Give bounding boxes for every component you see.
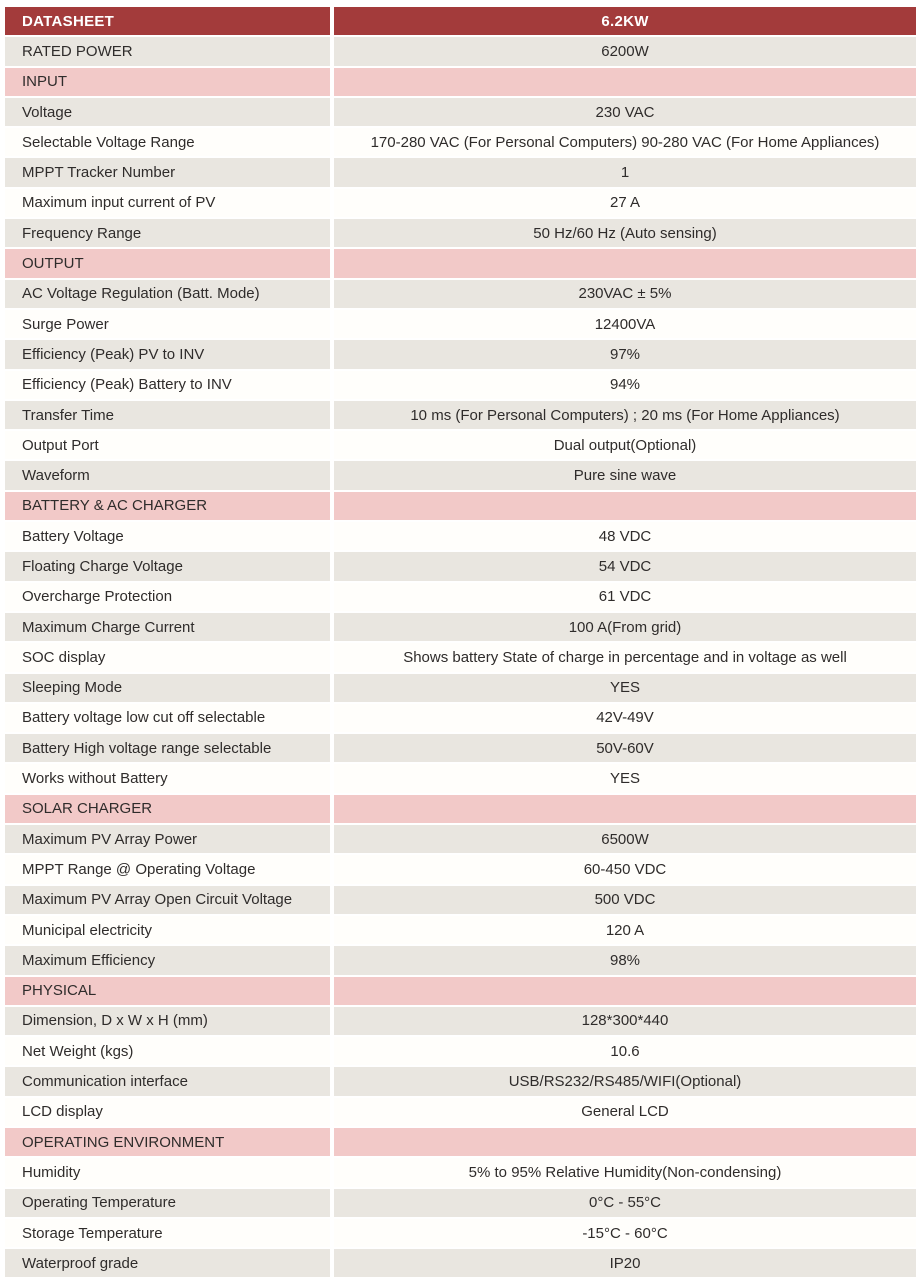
section-empty-cell	[334, 795, 916, 823]
section-header-row	[5, 977, 916, 1005]
spec-label: Frequency Range	[5, 219, 330, 247]
spec-row	[5, 643, 916, 671]
spec-label: RATED POWER	[5, 37, 330, 65]
spec-row	[5, 1158, 916, 1186]
spec-label: Storage Temperature	[5, 1219, 330, 1247]
spec-value: YES	[334, 764, 916, 792]
spec-value: 500 VDC	[334, 886, 916, 914]
spec-row	[5, 886, 916, 914]
spec-value: 48 VDC	[334, 522, 916, 550]
spec-value: 5% to 95% Relative Humidity(Non-condensing)	[334, 1158, 916, 1186]
spec-value: 230 VAC	[334, 98, 916, 126]
spec-value: 50V-60V	[334, 734, 916, 762]
spec-row	[5, 734, 916, 762]
spec-value: 54 VDC	[334, 552, 916, 580]
spec-row	[5, 674, 916, 702]
spec-label: Maximum input current of PV	[5, 189, 330, 217]
section-empty-cell	[334, 249, 916, 277]
spec-label: Maximum Efficiency	[5, 946, 330, 974]
spec-value: Dual output(Optional)	[334, 431, 916, 459]
spec-row	[5, 946, 916, 974]
table-header-row	[5, 7, 916, 35]
spec-value: 50 Hz/60 Hz (Auto sensing)	[334, 219, 916, 247]
spec-label: Sleeping Mode	[5, 674, 330, 702]
spec-row	[5, 1007, 916, 1035]
header-datasheet-label: DATASHEET	[5, 7, 330, 35]
spec-value: 6500W	[334, 825, 916, 853]
spec-row	[5, 431, 916, 459]
section-empty-cell	[334, 492, 916, 520]
spec-row	[5, 522, 916, 550]
section-empty-cell	[334, 1128, 916, 1156]
section-empty-cell	[334, 977, 916, 1005]
spec-value: 61 VDC	[334, 583, 916, 611]
spec-label: SOC display	[5, 643, 330, 671]
section-title: INPUT	[5, 68, 330, 96]
spec-value: Shows battery State of charge in percentage and in voltage as well	[334, 643, 916, 671]
spec-row	[5, 1249, 916, 1277]
spec-row	[5, 825, 916, 853]
spec-row	[5, 583, 916, 611]
spec-value: 10.6	[334, 1037, 916, 1065]
spec-label: Municipal electricity	[5, 916, 330, 944]
spec-label: Operating Temperature	[5, 1189, 330, 1217]
spec-value: 60-450 VDC	[334, 855, 916, 883]
spec-row	[5, 158, 916, 186]
spec-label: Maximum Charge Current	[5, 613, 330, 641]
spec-value: -15°C - 60°C	[334, 1219, 916, 1247]
spec-value: 10 ms (For Personal Computers) ; 20 ms (For Home Appliances)	[334, 401, 916, 429]
spec-row	[5, 704, 916, 732]
spec-row	[5, 1189, 916, 1217]
spec-label: AC Voltage Regulation (Batt. Mode)	[5, 280, 330, 308]
spec-row	[5, 1037, 916, 1065]
spec-label: Communication interface	[5, 1067, 330, 1095]
section-empty-cell	[334, 68, 916, 96]
spec-label: Overcharge Protection	[5, 583, 330, 611]
spec-row	[5, 916, 916, 944]
spec-label: Battery High voltage range selectable	[5, 734, 330, 762]
spec-value: 0°C - 55°C	[334, 1189, 916, 1217]
spec-label: Surge Power	[5, 310, 330, 338]
spec-value: 12400VA	[334, 310, 916, 338]
section-header-row	[5, 795, 916, 823]
spec-value: 97%	[334, 340, 916, 368]
section-title: OUTPUT	[5, 249, 330, 277]
spec-label: Maximum PV Array Power	[5, 825, 330, 853]
spec-value: 98%	[334, 946, 916, 974]
spec-label: Floating Charge Voltage	[5, 552, 330, 580]
spec-value: IP20	[334, 1249, 916, 1277]
spec-value: General LCD	[334, 1098, 916, 1126]
spec-label: Battery Voltage	[5, 522, 330, 550]
spec-row	[5, 189, 916, 217]
spec-row	[5, 37, 916, 65]
spec-rows	[5, 37, 916, 1277]
spec-value: 94%	[334, 371, 916, 399]
section-header-row	[5, 249, 916, 277]
spec-label: Net Weight (kgs)	[5, 1037, 330, 1065]
spec-row	[5, 613, 916, 641]
spec-label: Works without Battery	[5, 764, 330, 792]
spec-value: YES	[334, 674, 916, 702]
section-title: SOLAR CHARGER	[5, 795, 330, 823]
spec-label: LCD display	[5, 1098, 330, 1126]
spec-label: Dimension, D x W x H (mm)	[5, 1007, 330, 1035]
spec-row	[5, 401, 916, 429]
spec-value: 42V-49V	[334, 704, 916, 732]
spec-value: 27 A	[334, 189, 916, 217]
spec-label: Waveform	[5, 461, 330, 489]
spec-label: MPPT Range @ Operating Voltage	[5, 855, 330, 883]
spec-row	[5, 310, 916, 338]
spec-value: 230VAC ± 5%	[334, 280, 916, 308]
section-title: OPERATING ENVIRONMENT	[5, 1128, 330, 1156]
spec-row	[5, 1067, 916, 1095]
spec-label: Selectable Voltage Range	[5, 128, 330, 156]
spec-label: Voltage	[5, 98, 330, 126]
spec-value: 100 A(From grid)	[334, 613, 916, 641]
section-title: PHYSICAL	[5, 977, 330, 1005]
spec-label: Efficiency (Peak) Battery to INV	[5, 371, 330, 399]
spec-label: Battery voltage low cut off selectable	[5, 704, 330, 732]
section-header-row	[5, 1128, 916, 1156]
spec-label: Transfer Time	[5, 401, 330, 429]
spec-row	[5, 1219, 916, 1247]
spec-label: Humidity	[5, 1158, 330, 1186]
spec-row	[5, 855, 916, 883]
spec-row	[5, 371, 916, 399]
spec-value: 128*300*440	[334, 1007, 916, 1035]
spec-value: 1	[334, 158, 916, 186]
section-header-row	[5, 492, 916, 520]
spec-value: 170-280 VAC (For Personal Computers) 90-280 VAC (For Home Appliances)	[334, 128, 916, 156]
spec-label: Output Port	[5, 431, 330, 459]
spec-value: Pure sine wave	[334, 461, 916, 489]
spec-value: 120 A	[334, 916, 916, 944]
spec-label: MPPT Tracker Number	[5, 158, 330, 186]
spec-label: Waterproof grade	[5, 1249, 330, 1277]
spec-value: USB/RS232/RS485/WIFI(Optional)	[334, 1067, 916, 1095]
spec-row	[5, 128, 916, 156]
spec-label: Maximum PV Array Open Circuit Voltage	[5, 886, 330, 914]
spec-row	[5, 98, 916, 126]
spec-row	[5, 219, 916, 247]
spec-row	[5, 552, 916, 580]
spec-row	[5, 764, 916, 792]
header-model-value: 6.2KW	[334, 7, 916, 35]
spec-row	[5, 461, 916, 489]
section-header-row	[5, 68, 916, 96]
section-title: BATTERY & AC CHARGER	[5, 492, 330, 520]
spec-row	[5, 280, 916, 308]
datasheet-table	[5, 7, 916, 1279]
spec-row	[5, 340, 916, 368]
spec-value: 6200W	[334, 37, 916, 65]
spec-label: Efficiency (Peak) PV to INV	[5, 340, 330, 368]
spec-row	[5, 1098, 916, 1126]
